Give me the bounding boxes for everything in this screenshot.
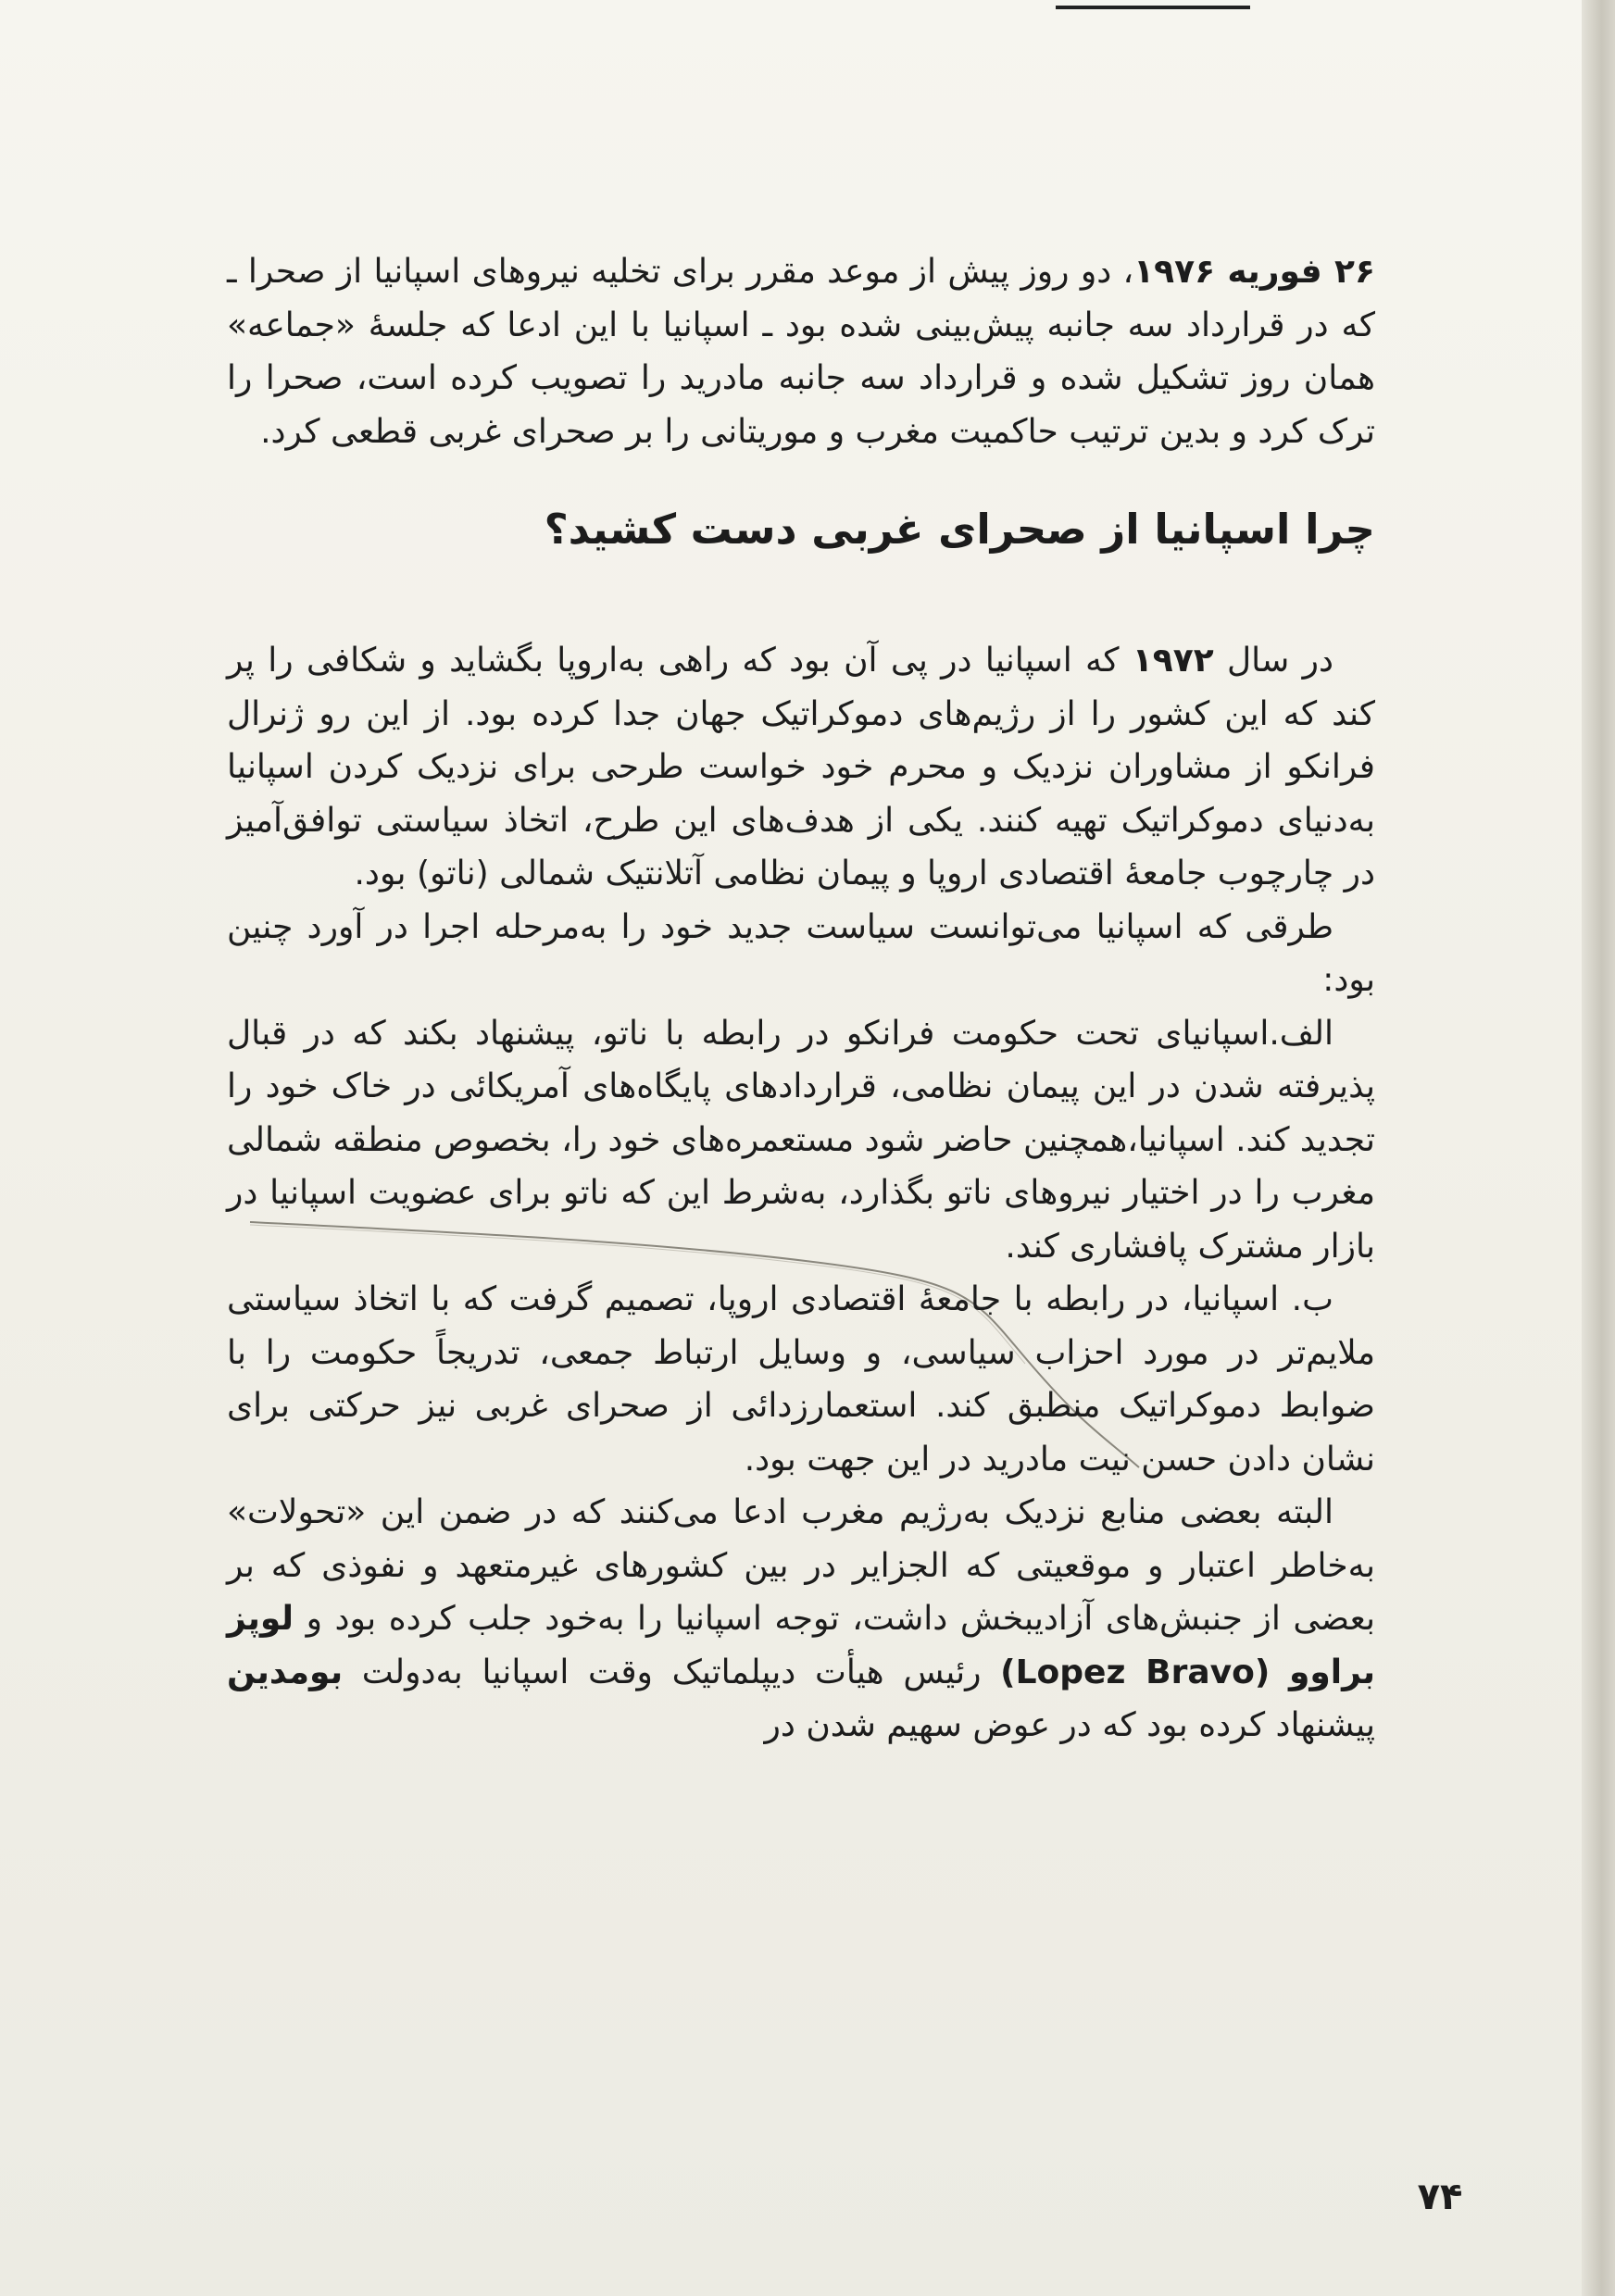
- date-lead: ۲۶ فوریه ۱۹۷۶: [1133, 253, 1375, 291]
- paragraph-2-after: که اسپانیا در پی آن بود که راهی به‌اروپا بگشاید و شکافی را پر کند که این کشور را از رژیم‌های دموکراتیک جهان جدا کرده بود. از این رو ژنرال فرانکو از مشاوران نزدیک و محرم خود خواست طرحی برای نزدیک کردن اسپانیا به‌دنیای دموکراتیک تهیه کنند. یکی از هدف‌های این طرح، اتخاذ سیاستی توافق‌آمیز در چارچوب جامعهٔ اقتصادی اروپا و پیمان نظامی آتلانتیک شمالی (ناتو) بود.: [227, 642, 1375, 892]
- section-heading: چرا اسپانیا از صحرای غربی دست کشید؟: [544, 505, 1375, 554]
- name-boumediene: بومدین: [227, 1653, 344, 1691]
- name-lopez-bravo-en: (Lopez Bravo): [1000, 1653, 1271, 1691]
- page-number: ۷۴: [1417, 2176, 1463, 2218]
- paragraph-6: [227, 1486, 1375, 1753]
- page-edge-shadow: [1582, 0, 1615, 2296]
- body-text: [227, 245, 1375, 1753]
- name-lopez-bravo-fa: لوپز براوو: [227, 1600, 1375, 1691]
- paragraph-2: [227, 634, 1375, 901]
- paragraph-6-part-1: البته بعضی منابع نزدیک به‌رژیم مغرب ادعا می‌کنند که در ضمن این «تحولات» به‌خاطر اعتبار و موقعیتی که الجزایر در بین کشورهای غیرمتعهد و نفوذی که بر بعضی از جنبش‌های آزادیبخش داشت، توجه اسپانیا را به‌خود جلب کرده بود و: [227, 1493, 1375, 1638]
- top-rule-line: [1056, 6, 1250, 9]
- paragraph-6-part-3: پیشنهاد کرده بود که در عوض سهیم شدن در: [764, 1706, 1375, 1744]
- paragraph-3: طرقی که اسپانیا می‌توانست سیاست جدید خود را به‌مرحله اجرا در آورد چنین بود:: [227, 907, 1375, 999]
- paragraph-4: الف.اسپانیای تحت حکومت فرانکو در رابطه با ناتو، پیشنهاد بکند که در قبال پذیرفته شدن در این پیمان نظامی، قراردادهای پایگاه‌های آمریکائی در خاک خود را تجدید کند. اسپانیا،همچنین حاضر شود مستعمره‌های خود را، بخصوص منطقه شمالی مغرب را در اختیار نیروهای ناتو بگذارد، به‌شرط این که ناتو برای عضویت اسپانیا در بازار مشترک پافشاری کند.: [227, 1014, 1375, 1266]
- paragraph-2-before: در سال: [1213, 642, 1333, 680]
- paragraph-1-text: ، دو روز پیش از موعد مقرر برای تخلیه نیروهای اسپانیا از صحرا ـ که در قرارداد سه جانبه پیش‌بینی شده بود ـ اسپانیا با این ادعا که جلسهٔ «جماعه» همان روز تشکیل شده و قرارداد سه جانبه مادرید را تصویب کرده است، صحرا را ترک کرد و بدین ترتیب حاکمیت مغرب و موریتانی را بر صحرای غربی قطعی کرد.: [227, 253, 1375, 451]
- year-1972: ۱۹۷۲: [1132, 642, 1214, 680]
- paragraph-5: ب. اسپانیا، در رابطه با جامعهٔ اقتصادی اروپا، تصمیم گرفت که با اتخاذ سیاستی ملایم‌تر در مورد احزاب سیاسی، و وسایل ارتباط جمعی، تدریجاً حکومت را با ضوابط دموکراتیک منطبق کند. استعمارزدائی از صحرای غربی نیز حرکتی برای نشان دادن حسن نیت مادرید در این جهت بود.: [227, 1280, 1375, 1479]
- paragraph-1: [227, 245, 1375, 458]
- paragraph-6-part-2: رئیس هیأت دیپلماتیک وقت اسپانیا به‌دولت: [343, 1653, 1001, 1691]
